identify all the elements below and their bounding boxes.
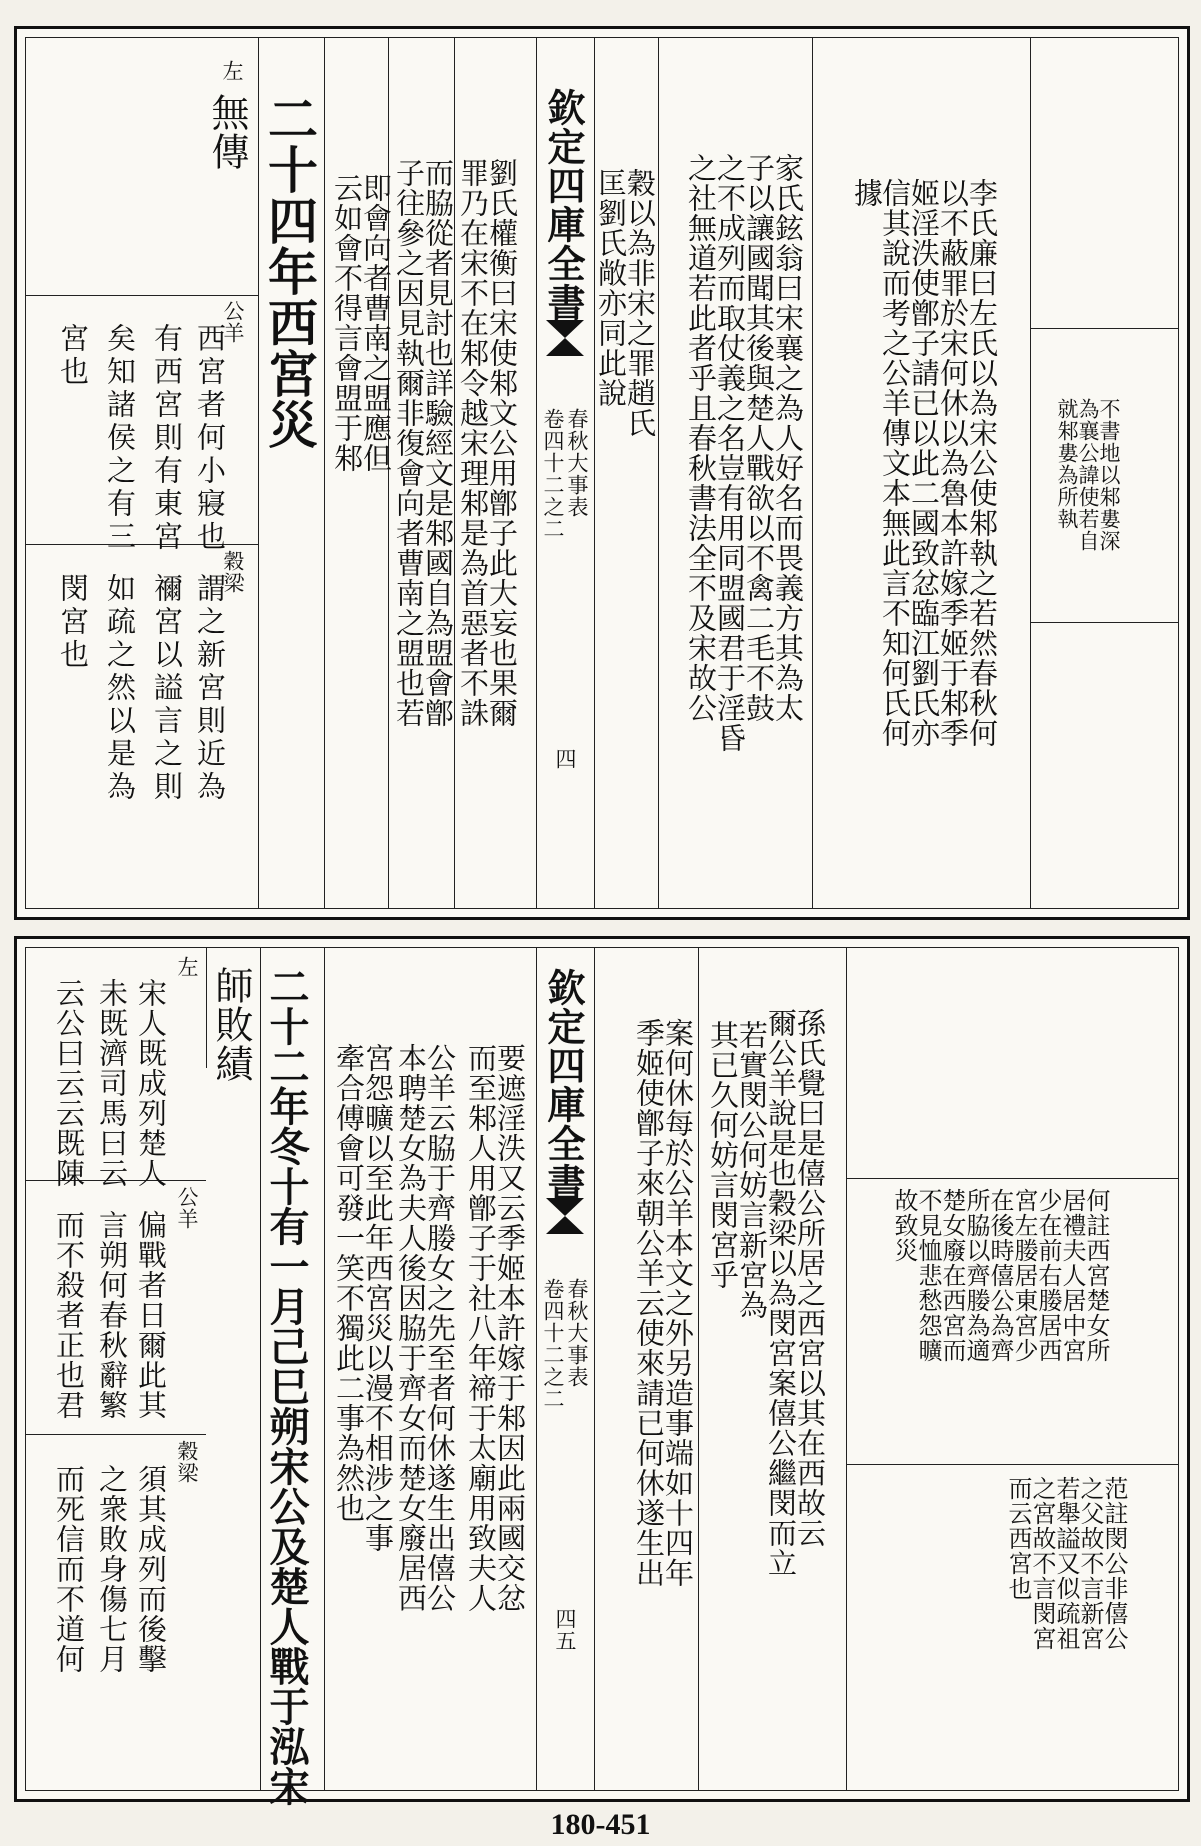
bottom-commentary-sun: 孫氏覺曰是僖公所居之西宮以其在西故云 爾公羊說是也穀梁以為閔宮案僖公繼閔而立 — [764, 1008, 827, 1578]
top-guliang-tag: 穀梁 — [221, 550, 245, 594]
bottom-note-divider-top — [846, 1178, 1178, 1179]
top-page — [14, 26, 1190, 920]
bottom-left-divider-2 — [26, 1434, 206, 1435]
top-commentary-li: 李氏廉曰左氏以為宋公使邾執之若然春秋何 以不蔽罪於宋何休以為魯本許嫁季姬于邾季 姬淫泆使鄫子請已以此二國致忿臨江劉氏亦 信其說而考之公羊傳文本無此言不知何氏何 — [878, 178, 999, 748]
bottom-guliang-tag: 穀梁 — [175, 1440, 199, 1484]
top-fish-tail-upper — [546, 320, 584, 338]
top-note-border — [1030, 38, 1031, 908]
top-fish-tail-lower — [546, 338, 584, 356]
bottom-rule-3 — [260, 948, 261, 1790]
bottom-header-title: 欽定四庫全書 — [541, 968, 586, 1202]
top-folio: 四 — [553, 748, 577, 770]
top-gongyang-tag: 公羊 — [221, 300, 245, 344]
top-commentary-liu: 劉氏權衡曰宋使邾文公用鄫子此大妄也果爾 罪乃在宋不在邾令越宋理邾是為首惡者不誅 — [456, 158, 519, 728]
top-rule-4 — [388, 38, 389, 908]
bottom-commentary-yao: 要遮淫泆又云季姬本許嫁于邾因此兩國交忿 而至邾人用鄫子于社八年禘于太廟用致夫人 — [464, 1043, 527, 1613]
top-header-title: 欽定四庫全書 — [541, 88, 586, 322]
top-zuo-tag: 左 — [220, 60, 244, 82]
top-header-left-rule — [536, 38, 537, 908]
top-commentary-jia: 家氏鉉翁曰宋襄之為人好名而畏義方其為太 子以讓國聞其後與楚人戰欲以不禽二毛不鼓 之不成列而取仗義之名豈有用同盟國君于淫昏 之社無道若此者乎且春秋書法全不及宋故公 — [684, 153, 805, 753]
bottom-commentary-gongyuan: 宮怨曠以至此年西宮災以漫不相涉之事 牽合傅會可發一笑不獨此二事為然也 — [332, 1043, 395, 1553]
top-note-divider-bottom — [1030, 622, 1178, 623]
bottom-commentary-gong: 公羊云脇于齊媵女之先至者何休遂生出僖公 本聘楚女為夫人後因脇于齊女而楚女廢居西 — [394, 1043, 457, 1613]
bottom-section-tag: 師敗績 — [209, 966, 253, 1083]
bottom-note-he: 何註西宮楚女所 居禮夫人居中宮 少在前右媵居西 宮左媵居東宮少 在後時僖公為齊 所脇以齊媵為適 楚女廢在西宮而 不見恤悲愁怨曠 故致災 — [890, 1188, 1110, 1363]
bottom-zuo-text: 宋人既成列楚人 未既濟司馬曰云 云公曰云云既陳 — [52, 978, 168, 1188]
top-zuo-text: 無傳 — [205, 93, 249, 171]
bottom-commentary-ruo: 若實閔公何妨言新宮為 其已久何妨言閔宮乎 — [706, 1020, 769, 1320]
top-rule-5 — [324, 38, 325, 908]
top-header-volume: 春秋大事表 — [565, 408, 589, 518]
bottom-note-border — [846, 948, 847, 1790]
bottom-header-chapter: 卷四十二之二 — [541, 1278, 565, 1410]
bottom-header-left-rule — [536, 948, 537, 1790]
bottom-main-entry: 二十二年冬十有一月己巳朔宋公及楚人戰于泓宋 — [263, 966, 310, 1806]
bottom-gongyang-tag: 公羊 — [175, 1186, 199, 1230]
top-left-divider-1 — [26, 295, 258, 296]
bottom-rule-1 — [698, 948, 699, 1790]
top-rule-2 — [658, 38, 659, 908]
top-commentary-xie: 而脇從者見討也詳驗經文是邾國自為盟會鄫 子往參之因見執爾非復會向者曹南之盟也若 — [392, 158, 455, 728]
top-header-chapter: 卷四十二之二 — [541, 408, 565, 540]
page-number: 180-451 — [550, 1808, 651, 1841]
bottom-folio: 四五 — [553, 1608, 577, 1652]
top-commentary-ju: 據 — [850, 178, 884, 208]
top-note-small: 不書地以邾婁深 為襄公諱使若自 就邾婁為所執 — [1055, 398, 1121, 552]
bottom-rule-4 — [206, 948, 207, 1068]
top-page-frame — [25, 37, 1179, 909]
bottom-rule-2 — [324, 948, 325, 1790]
bottom-zuo-tag: 左 — [175, 956, 199, 978]
bottom-note-fan: 范註閔公非僖公 之父故不言新宮 若舉謚又似疏祖 之宮故不言閔宮 而云西宮也 — [1004, 1476, 1128, 1651]
top-commentary-gu: 穀以為非宋之罪趙氏 匡劉氏敞亦同此說 — [594, 168, 657, 438]
bottom-header-volume: 春秋大事表 — [565, 1278, 589, 1388]
top-note-divider-top — [1030, 328, 1178, 329]
top-gongyang-text: 西宮者何小寢也 有西宮則有東宮 矣知諸侯之有三 宮也 — [56, 323, 227, 554]
bottom-page-frame — [25, 947, 1179, 1806]
top-commentary-hui: 即會向者曹南之盟應但 云如會不得言會盟于邾 — [330, 173, 393, 473]
bottom-commentary-an: 案何休每於公羊本文之外另造事端如十四年 季姬使鄫子來朝公羊云使來請已何休遂生出 — [632, 1018, 695, 1588]
top-header-right-rule — [594, 38, 595, 908]
top-guliang-text: 謂之新宮則近為 禰宮以謚言之則 如疏之然以是為 閔宮也 — [56, 573, 227, 804]
bottom-fish-tail-upper — [546, 1198, 584, 1216]
bottom-gongyang-text: 偏戰者日爾此其 言朔何春秋辭繁 而不殺者正也君 — [52, 1210, 168, 1420]
bottom-fish-tail-lower — [546, 1216, 584, 1234]
top-rule-1 — [812, 38, 813, 908]
bottom-page — [14, 936, 1190, 1806]
top-rule-6 — [258, 38, 259, 908]
bottom-note-divider-mid — [846, 1464, 1178, 1465]
bottom-header-right-rule — [594, 948, 595, 1790]
bottom-guliang-text: 須其成列而後擊 之衆敗身傷七月 而死信而不道何 — [52, 1464, 168, 1674]
top-main-entry: 二十四年西宮災 — [260, 93, 319, 450]
